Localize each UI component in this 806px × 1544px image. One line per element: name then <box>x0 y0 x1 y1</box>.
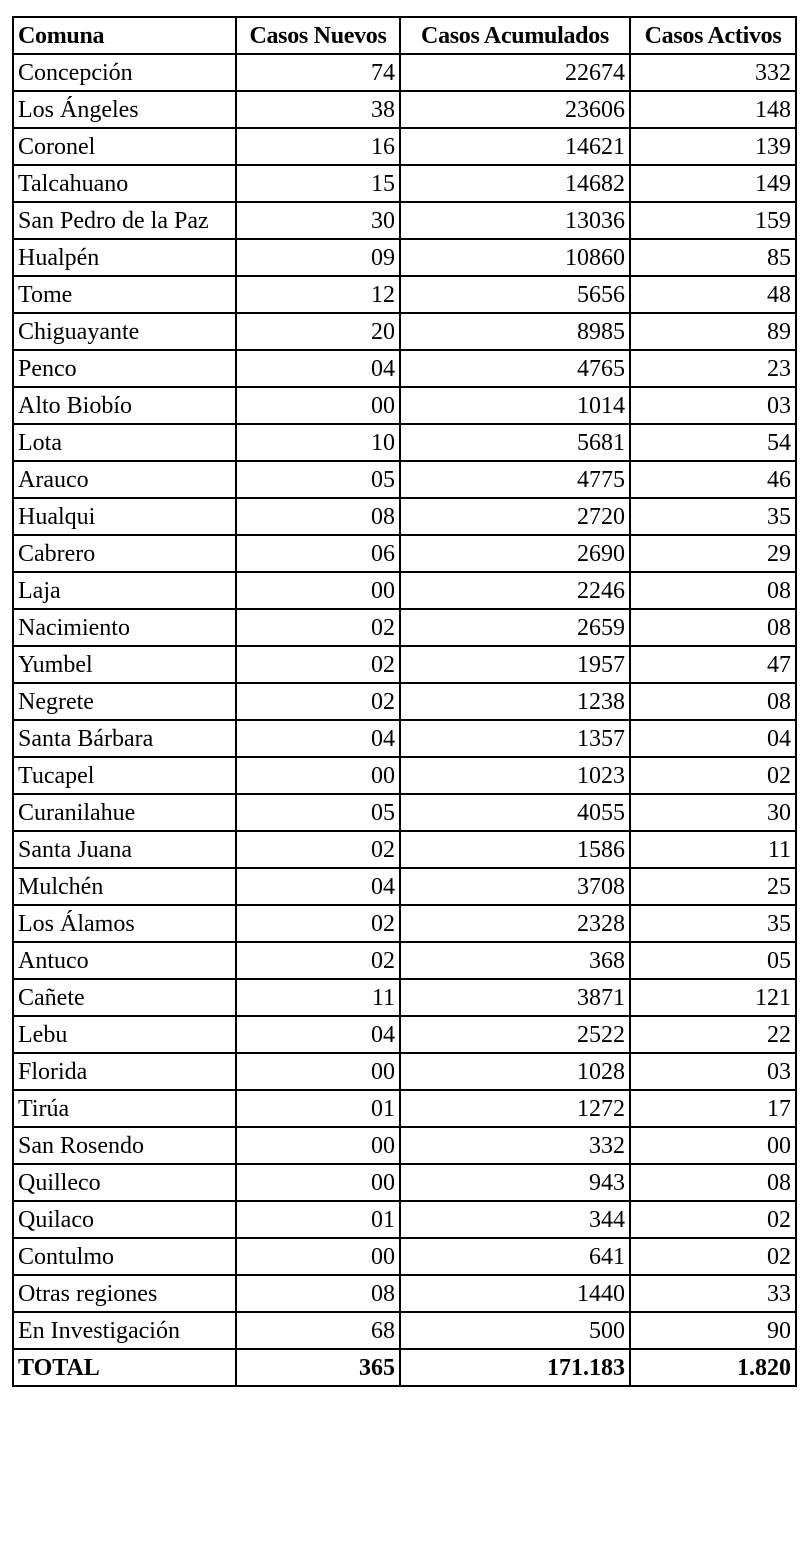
cell-casos-nuevos: 00 <box>236 572 400 609</box>
cell-casos-activos: 332 <box>630 54 796 91</box>
table-row <box>13 350 796 387</box>
cell-comuna: Florida <box>13 1053 236 1090</box>
cell-casos-nuevos: 00 <box>236 1053 400 1090</box>
table-row <box>13 868 796 905</box>
header-casos-acumulados: Casos Acumulados <box>400 17 630 54</box>
cell-casos-acumulados: 332 <box>400 1127 630 1164</box>
cell-casos-nuevos: 00 <box>236 1127 400 1164</box>
cell-casos-acumulados: 943 <box>400 1164 630 1201</box>
cell-casos-acumulados: 1586 <box>400 831 630 868</box>
cell-casos-nuevos: 05 <box>236 794 400 831</box>
cell-comuna: Quilaco <box>13 1201 236 1238</box>
cell-casos-acumulados: 1957 <box>400 646 630 683</box>
total-casos-nuevos: 365 <box>236 1349 400 1386</box>
cell-casos-activos: 02 <box>630 1238 796 1275</box>
cell-casos-activos: 00 <box>630 1127 796 1164</box>
cell-casos-nuevos: 16 <box>236 128 400 165</box>
cell-casos-acumulados: 5656 <box>400 276 630 313</box>
cell-casos-activos: 29 <box>630 535 796 572</box>
cell-casos-acumulados: 1014 <box>400 387 630 424</box>
cell-casos-acumulados: 2659 <box>400 609 630 646</box>
cell-casos-nuevos: 68 <box>236 1312 400 1349</box>
cell-casos-activos: 148 <box>630 91 796 128</box>
cell-casos-nuevos: 00 <box>236 1238 400 1275</box>
cell-casos-acumulados: 1272 <box>400 1090 630 1127</box>
cell-casos-acumulados: 368 <box>400 942 630 979</box>
table-row <box>13 165 796 202</box>
table-row <box>13 646 796 683</box>
cell-casos-nuevos: 10 <box>236 424 400 461</box>
cell-casos-nuevos: 15 <box>236 165 400 202</box>
cell-casos-acumulados: 2522 <box>400 1016 630 1053</box>
cell-casos-acumulados: 2720 <box>400 498 630 535</box>
cell-comuna: Hualpén <box>13 239 236 276</box>
cell-casos-nuevos: 05 <box>236 461 400 498</box>
table-row <box>13 239 796 276</box>
cell-casos-activos: 35 <box>630 905 796 942</box>
cell-casos-acumulados: 2246 <box>400 572 630 609</box>
cell-casos-acumulados: 13036 <box>400 202 630 239</box>
cell-casos-nuevos: 02 <box>236 683 400 720</box>
cell-comuna: Talcahuano <box>13 165 236 202</box>
table-row <box>13 683 796 720</box>
table-row <box>13 794 796 831</box>
cell-comuna: Penco <box>13 350 236 387</box>
cell-casos-acumulados: 22674 <box>400 54 630 91</box>
cell-casos-nuevos: 06 <box>236 535 400 572</box>
table-row <box>13 1127 796 1164</box>
cell-casos-acumulados: 14682 <box>400 165 630 202</box>
cell-casos-activos: 17 <box>630 1090 796 1127</box>
table-row <box>13 979 796 1016</box>
covid-cases-table <box>12 16 797 1387</box>
cell-casos-nuevos: 04 <box>236 1016 400 1053</box>
cell-casos-nuevos: 04 <box>236 868 400 905</box>
cell-casos-activos: 08 <box>630 1164 796 1201</box>
cell-casos-nuevos: 01 <box>236 1090 400 1127</box>
cell-casos-activos: 159 <box>630 202 796 239</box>
cell-casos-activos: 08 <box>630 572 796 609</box>
table-body <box>13 54 796 1386</box>
table-row <box>13 202 796 239</box>
cell-casos-nuevos: 02 <box>236 905 400 942</box>
table-row <box>13 54 796 91</box>
cell-casos-activos: 03 <box>630 387 796 424</box>
table-row <box>13 720 796 757</box>
total-casos-acumulados: 171.183 <box>400 1349 630 1386</box>
cell-casos-nuevos: 12 <box>236 276 400 313</box>
cell-casos-activos: 90 <box>630 1312 796 1349</box>
table-row <box>13 1238 796 1275</box>
cell-casos-nuevos: 00 <box>236 757 400 794</box>
cell-casos-activos: 23 <box>630 350 796 387</box>
table-row <box>13 1201 796 1238</box>
cell-casos-nuevos: 74 <box>236 54 400 91</box>
cell-casos-nuevos: 02 <box>236 942 400 979</box>
cell-comuna: Contulmo <box>13 1238 236 1275</box>
table-row <box>13 1312 796 1349</box>
cell-casos-nuevos: 20 <box>236 313 400 350</box>
cell-comuna: Tome <box>13 276 236 313</box>
cell-casos-nuevos: 00 <box>236 387 400 424</box>
cell-casos-nuevos: 09 <box>236 239 400 276</box>
table-row <box>13 128 796 165</box>
cell-casos-acumulados: 1357 <box>400 720 630 757</box>
cell-casos-activos: 85 <box>630 239 796 276</box>
cell-casos-nuevos: 02 <box>236 609 400 646</box>
cell-comuna: Quilleco <box>13 1164 236 1201</box>
cell-casos-activos: 35 <box>630 498 796 535</box>
table-row <box>13 91 796 128</box>
header-casos-nuevos: Casos Nuevos <box>236 17 400 54</box>
cell-casos-activos: 08 <box>630 609 796 646</box>
cell-casos-activos: 11 <box>630 831 796 868</box>
cell-casos-activos: 89 <box>630 313 796 350</box>
cell-casos-activos: 03 <box>630 1053 796 1090</box>
cell-casos-acumulados: 8985 <box>400 313 630 350</box>
table-row <box>13 424 796 461</box>
table-row <box>13 313 796 350</box>
cell-casos-acumulados: 14621 <box>400 128 630 165</box>
cell-comuna: Tirúa <box>13 1090 236 1127</box>
table-row <box>13 276 796 313</box>
cell-casos-acumulados: 1238 <box>400 683 630 720</box>
header-row <box>13 17 796 54</box>
table-row <box>13 1016 796 1053</box>
cell-comuna: Cabrero <box>13 535 236 572</box>
cell-comuna: Nacimiento <box>13 609 236 646</box>
cell-casos-activos: 25 <box>630 868 796 905</box>
cell-casos-activos: 139 <box>630 128 796 165</box>
table-row <box>13 461 796 498</box>
cell-casos-activos: 30 <box>630 794 796 831</box>
cell-casos-nuevos: 11 <box>236 979 400 1016</box>
cell-comuna: Arauco <box>13 461 236 498</box>
cell-comuna: San Rosendo <box>13 1127 236 1164</box>
cell-casos-acumulados: 4775 <box>400 461 630 498</box>
table-row <box>13 905 796 942</box>
table-row <box>13 498 796 535</box>
cell-casos-activos: 149 <box>630 165 796 202</box>
cell-casos-nuevos: 04 <box>236 720 400 757</box>
cell-casos-acumulados: 2690 <box>400 535 630 572</box>
table-row <box>13 387 796 424</box>
cell-casos-acumulados: 3871 <box>400 979 630 1016</box>
cell-casos-acumulados: 4765 <box>400 350 630 387</box>
cell-casos-nuevos: 38 <box>236 91 400 128</box>
cell-casos-acumulados: 1028 <box>400 1053 630 1090</box>
cell-casos-activos: 54 <box>630 424 796 461</box>
table-row <box>13 1164 796 1201</box>
cell-comuna: Santa Juana <box>13 831 236 868</box>
cell-casos-acumulados: 23606 <box>400 91 630 128</box>
cell-casos-nuevos: 08 <box>236 1275 400 1312</box>
cell-casos-nuevos: 08 <box>236 498 400 535</box>
cell-casos-activos: 02 <box>630 1201 796 1238</box>
cell-comuna: Mulchén <box>13 868 236 905</box>
cell-comuna: Los Álamos <box>13 905 236 942</box>
cell-casos-nuevos: 00 <box>236 1164 400 1201</box>
cell-casos-acumulados: 1440 <box>400 1275 630 1312</box>
cell-comuna: Otras regiones <box>13 1275 236 1312</box>
cell-casos-activos: 02 <box>630 757 796 794</box>
cell-comuna: En Investigación <box>13 1312 236 1349</box>
total-row <box>13 1349 796 1386</box>
cell-comuna: Lebu <box>13 1016 236 1053</box>
table-row <box>13 942 796 979</box>
cell-comuna: Cañete <box>13 979 236 1016</box>
cell-comuna: Hualqui <box>13 498 236 535</box>
total-casos-activos: 1.820 <box>630 1349 796 1386</box>
cell-comuna: Coronel <box>13 128 236 165</box>
cell-casos-activos: 48 <box>630 276 796 313</box>
cell-casos-acumulados: 500 <box>400 1312 630 1349</box>
cell-comuna: Los Ángeles <box>13 91 236 128</box>
cell-comuna: Chiguayante <box>13 313 236 350</box>
cell-comuna: Curanilahue <box>13 794 236 831</box>
header-comuna: Comuna <box>13 17 236 54</box>
cell-comuna: Concepción <box>13 54 236 91</box>
table-row <box>13 831 796 868</box>
header-casos-activos: Casos Activos <box>630 17 796 54</box>
table-row <box>13 757 796 794</box>
table-row <box>13 1275 796 1312</box>
cell-casos-acumulados: 1023 <box>400 757 630 794</box>
cell-comuna: Santa Bárbara <box>13 720 236 757</box>
table-row <box>13 609 796 646</box>
cell-casos-activos: 33 <box>630 1275 796 1312</box>
cell-casos-acumulados: 344 <box>400 1201 630 1238</box>
cell-comuna: San Pedro de la Paz <box>13 202 236 239</box>
cell-casos-nuevos: 04 <box>236 350 400 387</box>
cell-comuna: Yumbel <box>13 646 236 683</box>
cell-casos-nuevos: 02 <box>236 646 400 683</box>
cell-casos-acumulados: 641 <box>400 1238 630 1275</box>
cell-casos-nuevos: 01 <box>236 1201 400 1238</box>
cell-comuna: Negrete <box>13 683 236 720</box>
cell-casos-nuevos: 02 <box>236 831 400 868</box>
cell-casos-activos: 05 <box>630 942 796 979</box>
table-row <box>13 535 796 572</box>
cell-comuna: Laja <box>13 572 236 609</box>
cell-comuna: Lota <box>13 424 236 461</box>
cell-casos-acumulados: 10860 <box>400 239 630 276</box>
cell-casos-acumulados: 3708 <box>400 868 630 905</box>
table-row <box>13 1090 796 1127</box>
cell-casos-activos: 121 <box>630 979 796 1016</box>
table-row <box>13 1053 796 1090</box>
cell-casos-acumulados: 2328 <box>400 905 630 942</box>
cell-comuna: Antuco <box>13 942 236 979</box>
cell-casos-activos: 04 <box>630 720 796 757</box>
cell-casos-activos: 46 <box>630 461 796 498</box>
cell-casos-acumulados: 4055 <box>400 794 630 831</box>
cell-casos-nuevos: 30 <box>236 202 400 239</box>
cell-casos-activos: 47 <box>630 646 796 683</box>
cell-casos-activos: 22 <box>630 1016 796 1053</box>
cell-comuna: Alto Biobío <box>13 387 236 424</box>
cell-casos-acumulados: 5681 <box>400 424 630 461</box>
cell-casos-activos: 08 <box>630 683 796 720</box>
table-row <box>13 572 796 609</box>
cell-comuna: Tucapel <box>13 757 236 794</box>
total-label: TOTAL <box>13 1349 236 1386</box>
